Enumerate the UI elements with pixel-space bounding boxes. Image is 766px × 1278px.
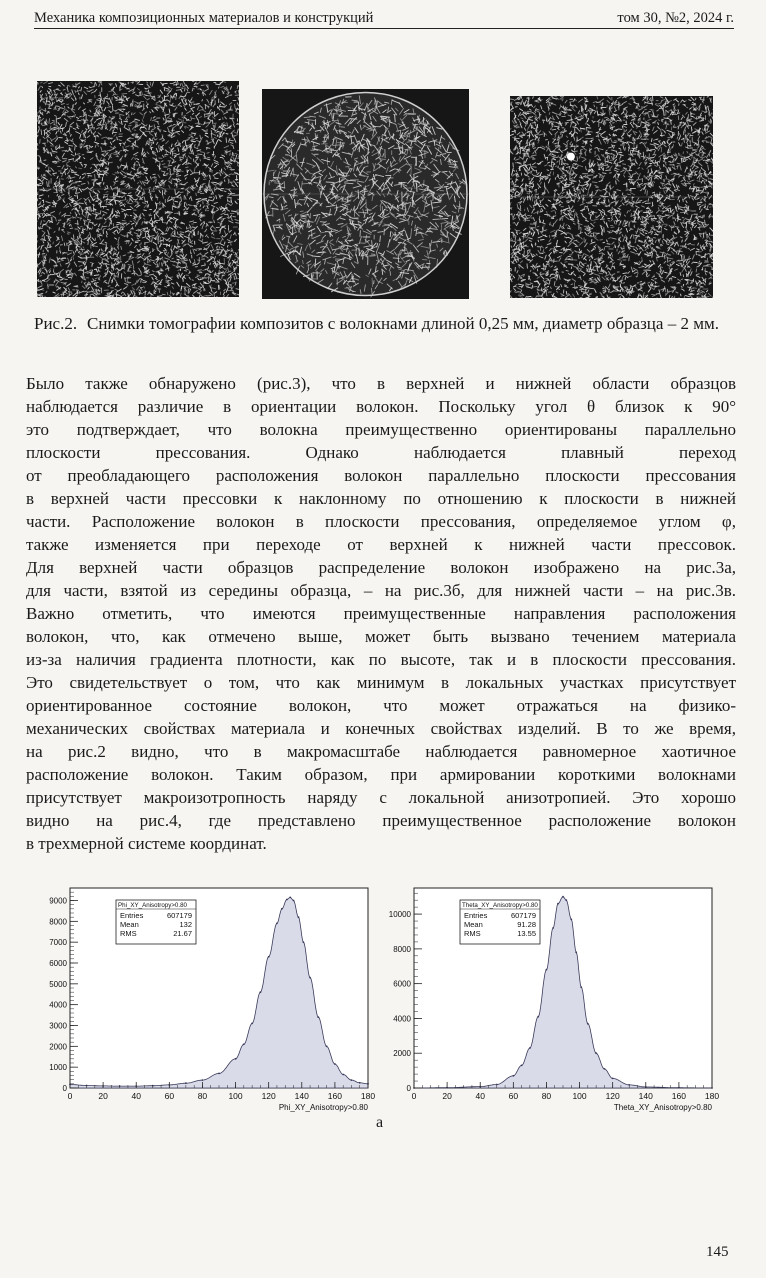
stats-label: RMS: [464, 929, 481, 938]
text-line: в трехмерной системе координат.: [26, 834, 267, 853]
stats-label: Mean: [120, 920, 139, 929]
x-tick-label: 160: [327, 1091, 342, 1101]
stats-value: 91.28: [517, 920, 536, 929]
text-line: это подтверждает, что волокна преимущественно ориентированы параллельно: [26, 420, 736, 439]
data-point: [552, 927, 554, 929]
y-tick-label: 7000: [49, 938, 67, 948]
text-line: присутствует макроизотропность наряду с локальной анизотропией. Это хорошо: [26, 788, 736, 807]
x-axis-label: Phi_XY_Anisotropy>0.80: [278, 1103, 368, 1112]
issue-info: том 30, №2, 2024 г.: [617, 10, 734, 26]
data-point: [537, 1016, 539, 1018]
x-tick-label: 60: [508, 1091, 519, 1101]
x-tick-label: 0: [67, 1091, 73, 1101]
text-line: ориентированное состояние волокон, что может отражаться на физико-: [26, 696, 736, 715]
y-tick-label: 9000: [49, 896, 67, 906]
y-tick-label: 10000: [388, 910, 411, 920]
data-point: [580, 986, 582, 988]
y-tick-label: 6000: [49, 959, 67, 968]
y-tick-label: 2000: [49, 1042, 67, 1052]
x-tick-label: 80: [197, 1091, 208, 1101]
data-point: [243, 1043, 245, 1045]
data-point: [575, 951, 577, 953]
y-tick-label: 4000: [49, 1000, 67, 1010]
text-line: Для верхней части образцов распределение волокон изображено на рис.3а,: [26, 558, 736, 577]
text-line: на рис.2 видно, что в макромасштабе наблюдается равномерное хаотичное: [26, 742, 736, 761]
data-point: [281, 908, 283, 910]
x-tick-label: 140: [638, 1091, 653, 1101]
y-tick-label: 0: [62, 1084, 67, 1093]
fiber-texture: [510, 96, 713, 298]
x-tick-label: 20: [442, 1091, 452, 1101]
tomography-image-square-1: [37, 81, 239, 297]
x-tick-label: 40: [131, 1091, 141, 1101]
data-point: [342, 1074, 344, 1076]
data-point: [529, 1047, 531, 1049]
data-point: [268, 956, 270, 958]
data-point: [604, 1068, 606, 1070]
x-tick-label: 80: [541, 1091, 552, 1101]
data-point: [260, 991, 262, 993]
data-point: [595, 1052, 597, 1054]
data-point: [562, 896, 564, 898]
data-point: [565, 899, 567, 901]
data-point: [570, 918, 572, 920]
data-point: [293, 900, 295, 902]
stats-label: Mean: [464, 920, 483, 929]
text-line: наблюдается различие в ориентации волокон. Поскольку угол θ близок к 90°: [26, 397, 736, 416]
text-line: для части, взятой из середины образца, – на рис.3б, для нижней части – на рис.3в.: [26, 581, 736, 600]
text-line: механических свойствах материала и конечных свойствах изделий. В то же время,: [26, 719, 736, 738]
header-rule: [34, 28, 734, 29]
text-line: волокон, что, как отмечено выше, может быть вызвано течением материала: [26, 627, 736, 646]
data-point: [326, 1045, 328, 1047]
tomography-image-square-2: [510, 96, 713, 298]
x-tick-label: 180: [704, 1091, 720, 1101]
histogram-theta-svg: [372, 878, 724, 1116]
x-tick-label: 100: [572, 1091, 587, 1101]
y-tick-label: 1000: [49, 1063, 67, 1073]
stats-title: Theta_XY_Anisotropy>0.80: [462, 902, 538, 909]
y-tick-label: 0: [406, 1084, 411, 1093]
data-point: [218, 1073, 220, 1075]
page-number: 145: [706, 1244, 729, 1260]
x-tick-label: 60: [164, 1091, 175, 1101]
paragraph: [26, 372, 736, 855]
text-line: из-за наличия градиента плотности, как по высоте, так и в плоскости прессования.: [26, 650, 736, 669]
fiber-texture: [262, 89, 469, 299]
x-tick-label: 20: [98, 1091, 108, 1101]
x-tick-label: 180: [360, 1091, 376, 1101]
text-line: Важно отметить, что имеются преимущественные направления расположения: [26, 604, 736, 623]
stats-label: RMS: [120, 929, 137, 938]
x-tick-label: 140: [294, 1091, 309, 1101]
fiber-texture: [37, 81, 239, 297]
x-tick-label: 120: [605, 1091, 620, 1101]
y-tick-label: 2000: [393, 1049, 411, 1059]
data-point: [251, 1023, 253, 1025]
stats-label: Entries: [120, 911, 144, 920]
text-line: части. Расположение волокон в плоскости прессования, определяемое углом φ,: [26, 512, 736, 531]
text-line: Было также обнаружено (рис.3), что в верхней и нижней области образцов: [26, 374, 736, 393]
stats-title: Phi_XY_Anisotropy>0.80: [118, 902, 187, 909]
stats-label: Entries: [464, 911, 488, 920]
x-tick-label: 100: [228, 1091, 243, 1101]
data-point: [557, 903, 559, 905]
data-point: [286, 899, 288, 901]
data-point: [276, 923, 278, 925]
data-point: [303, 941, 305, 943]
data-point: [185, 1082, 187, 1084]
journal-title: Механика композиционных материалов и конструкций: [34, 10, 374, 26]
data-point: [309, 977, 311, 979]
text-line: Это свидетельствует о том, что как минимум в локальных участках присутствует: [26, 673, 736, 692]
x-axis-label: Theta_XY_Anisotropy>0.80: [613, 1103, 712, 1112]
figure-caption-text: Снимки томографии композитов с волокнами длиной 0,25 мм, диаметр образца – 2 мм.: [87, 314, 719, 333]
subfigure-label: а: [376, 1114, 384, 1131]
data-point: [317, 1016, 319, 1018]
data-point: [351, 1079, 353, 1081]
data-point: [334, 1063, 336, 1065]
y-tick-label: 8000: [393, 944, 411, 954]
text-line: от преобладающего расположения волокон параллельно плоскости прессования: [26, 466, 736, 485]
stats-value: 13.55: [517, 929, 536, 938]
x-tick-label: 120: [261, 1091, 276, 1101]
text-line: в верхней части прессовки к наклонному по отношению к плоскости в нижней: [26, 489, 736, 508]
y-tick-label: 8000: [49, 917, 67, 927]
text-line: плоскости прессования. Однако наблюдается плавный переход: [26, 443, 736, 462]
x-tick-label: 0: [411, 1091, 417, 1101]
y-tick-label: 3000: [49, 1021, 67, 1031]
text-line: расположение волокон. Таким образом, при армировании короткими волокнами: [26, 765, 736, 784]
text-line: видно на рис.4, где представлено преимущественное расположение волокон: [26, 811, 736, 830]
data-point: [359, 1082, 361, 1084]
y-tick-label: 6000: [393, 979, 411, 989]
data-point: [612, 1078, 614, 1080]
text-line: также изменяется при переходе от верхней к нижней части прессовок.: [26, 535, 736, 554]
data-point: [521, 1065, 523, 1067]
data-point: [202, 1079, 204, 1081]
stats-value: 21.67: [173, 929, 192, 938]
data-point: [546, 969, 548, 971]
stats-value: 607179: [510, 911, 536, 920]
body-text: [26, 372, 736, 855]
x-tick-label: 40: [475, 1091, 485, 1101]
x-tick-label: 160: [671, 1091, 686, 1101]
data-point: [235, 1058, 237, 1060]
figure-number: Рис.2.: [34, 314, 78, 333]
y-tick-label: 4000: [393, 1014, 411, 1024]
histogram-phi-svg: [28, 878, 380, 1116]
histogram-phi: [28, 878, 380, 1116]
data-point: [298, 916, 300, 918]
stats-value: 132: [179, 920, 192, 929]
stats-value: 607179: [166, 911, 192, 920]
data-point: [512, 1075, 514, 1077]
tomography-image-circle: [262, 89, 469, 299]
data-point: [587, 1023, 589, 1025]
y-tick-label: 5000: [49, 979, 67, 989]
histogram-theta: [372, 878, 724, 1116]
data-point: [289, 897, 291, 899]
